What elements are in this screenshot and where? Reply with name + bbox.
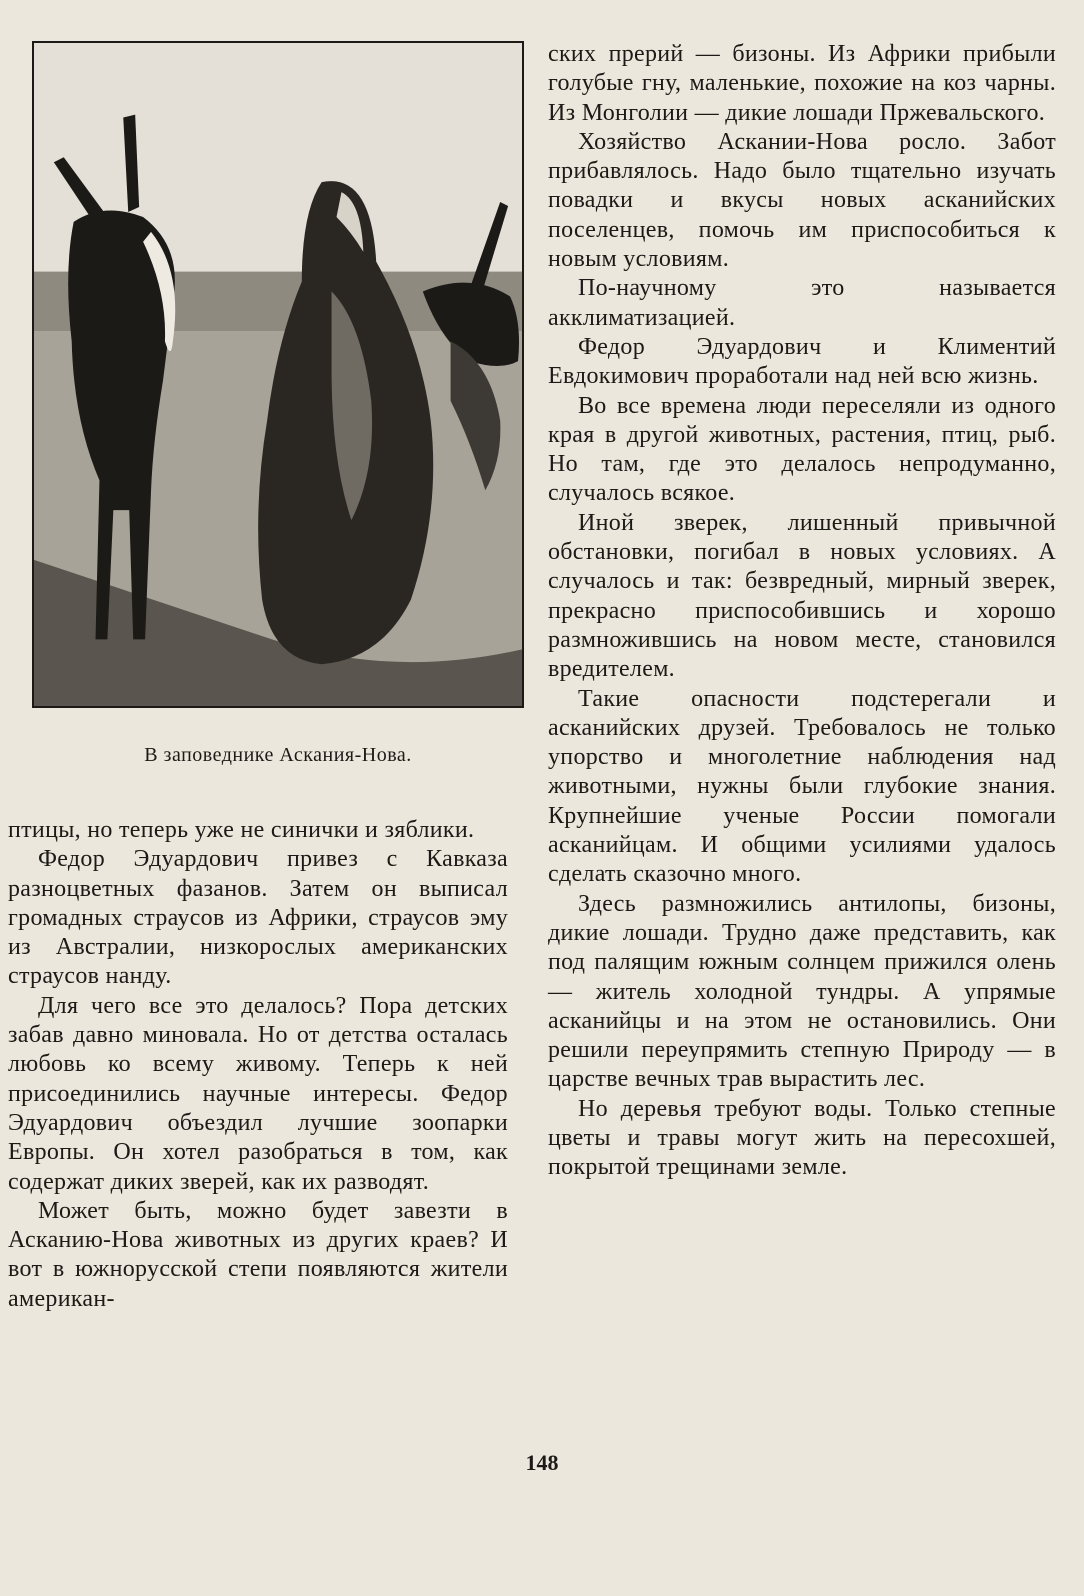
antelope-photo: [32, 41, 524, 708]
paragraph: Такие опасности подстерегали и асканийских друзей. Требовалось не только упорство и многолетние наблюдения над животными, нужны были глубокие знания. Крупнейшие ученые России помогали асканийцам. И общими усилиями удалось сделать сказочно много.: [548, 685, 1056, 888]
paragraph: Но деревья требуют воды. Только степные цветы и травы могут жить на пересохшей, покрытой трещинами земле.: [548, 1095, 1056, 1181]
paragraph: По-научному это называется акклиматизацией.: [548, 275, 1056, 331]
paragraph: птицы, но теперь уже не синички и зяблики.: [8, 817, 475, 843]
page-number: 148: [525, 1450, 559, 1475]
paragraph: Иной зверек, лишенный привычной обстановки, погибал в новых условиях. А случалось и так: безвредный, мирный зверек, прекрасно приспособившись и хорошо размножившись на новом месте, становился вредителем.: [548, 509, 1056, 683]
figure-caption: В заповеднике Аскания-Нова.: [144, 744, 412, 766]
right-text-column: [548, 40, 1056, 1183]
paragraph: Федор Эдуардович и Климентий Евдокимович проработали над ней всю жизнь.: [548, 333, 1056, 390]
paragraph: Здесь размножились антилопы, бизоны, дикие лошади. Трудно даже представить, как под палящим южным солнцем прижился олень — житель холодной тундры. А упрямые асканийцы и на этом не остановились. Они решили переупрямить степную Природу — в царстве вечных трав вырастить лес.: [548, 890, 1056, 1093]
paragraph: ских прерий — бизоны. Из Африки прибыли голубые гну, маленькие, похожие на коз чарны. Из Монголии — дикие лошади Пржевальского.: [548, 41, 1056, 126]
paragraph: Хозяйство Аскании-Нова росло. Забот прибавлялось. Надо было тщательно изучать повадки и вкусы новых асканийских поселенцев, помочь им приспособиться к новым условиям.: [548, 128, 1056, 273]
paragraph: Для чего все это делалось? Пора детских забав давно миновала. Но от детства осталась любовь ко всему живому. Теперь к ней присоединились научные интересы. Федор Эдуардович объездил лучшие зоопарки Европы. Он хотел разобраться в том, как содержат диких зверей, как их разводят.: [8, 992, 508, 1195]
left-text-column: [8, 816, 508, 1314]
antelope-illustration: [34, 43, 522, 706]
paragraph: Может быть, можно будет завезти в Асканию-Нова животных из других краев? И вот в южнорусской степи появляются жители американ-: [8, 1197, 508, 1312]
paragraph: Федор Эдуардович привез с Кавказа разноцветных фазанов. Затем он выписал громадных страусов из Африки, страусов эму из Австралии, низкорослых американских страусов нанду.: [8, 846, 508, 990]
paragraph: Во все времена люди переселяли из одного края в другой животных, растения, птиц, рыб. Но там, где это делалось непродуманно, случалось всякое.: [548, 392, 1056, 507]
